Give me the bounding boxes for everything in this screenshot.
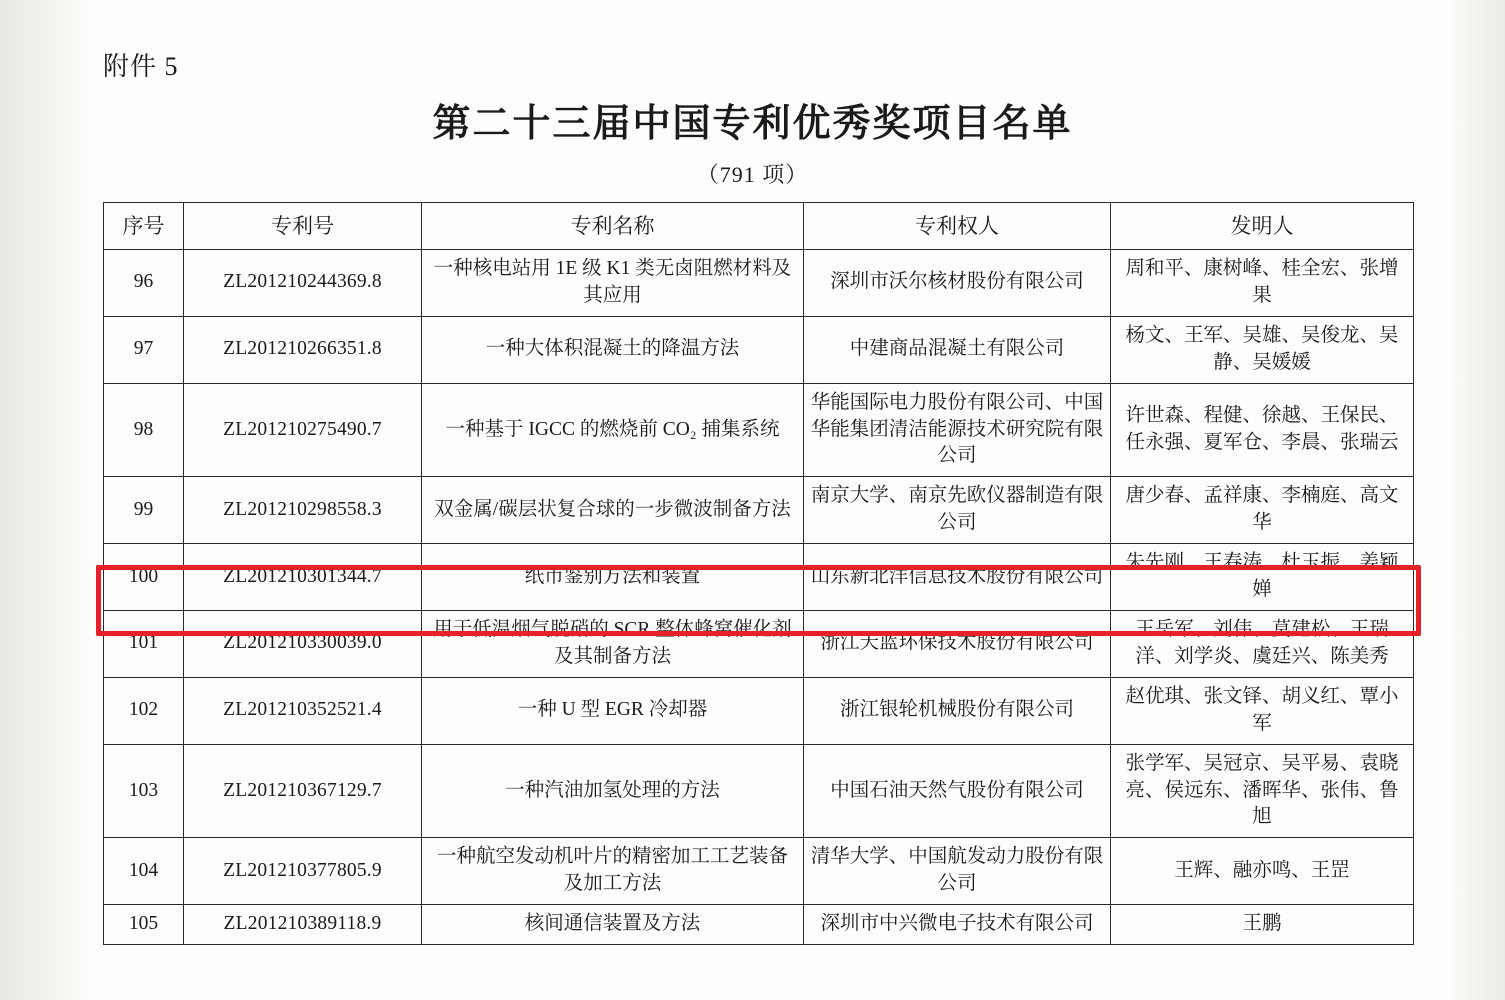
cell-index: 105 (104, 905, 184, 945)
cell-index: 104 (104, 838, 184, 905)
table-body (104, 250, 1414, 945)
cell-patent-holder: 中建商品混凝土有限公司 (804, 316, 1111, 383)
cell-patent-number: ZL201210377805.9 (184, 838, 422, 905)
cell-patent-holder: 浙江天蓝环保技术股份有限公司 (804, 610, 1111, 677)
cell-inventor: 杨文、王军、吴雄、吴俊龙、吴静、吴媛媛 (1111, 316, 1414, 383)
page-title: 第二十三届中国专利优秀奖项目名单 (432, 103, 1073, 145)
cell-patent-number: ZL201210389118.9 (184, 905, 422, 945)
column-header-patent-holder: 专利权人 (804, 203, 1111, 250)
cell-patent-holder: 南京大学、南京先欧仪器制造有限公司 (804, 477, 1111, 544)
cell-patent-number: ZL201210298558.3 (184, 477, 422, 544)
cell-index: 101 (104, 610, 184, 677)
cell-patent-name: 一种核电站用 1E 级 K1 类无卤阻燃材料及其应用 (422, 250, 804, 317)
column-header-inventor: 发明人 (1111, 203, 1414, 250)
cell-patent-holder: 山东新北洋信息技术股份有限公司 (804, 544, 1111, 611)
cell-patent-number: ZL201210266351.8 (184, 316, 422, 383)
cell-patent-name: 纸币鉴别方法和装置 (422, 544, 804, 611)
cell-inventor: 许世森、程健、徐越、王保民、任永强、夏军仓、李晨、张瑞云 (1111, 383, 1414, 477)
cell-inventor: 唐少春、孟祥康、李楠庭、高文华 (1111, 477, 1414, 544)
table-row (104, 250, 1414, 317)
cell-patent-holder: 中国石油天然气股份有限公司 (804, 744, 1111, 838)
cell-patent-holder: 深圳市沃尔核材股份有限公司 (804, 250, 1111, 317)
cell-inventor: 周和平、康树峰、桂全宏、张增果 (1111, 250, 1414, 317)
cell-patent-name: 核间通信装置及方法 (422, 905, 804, 945)
cell-inventor: 张学军、吴冠京、吴平易、袁晓亮、侯远东、潘晖华、张伟、鲁旭 (1111, 744, 1414, 838)
table-row (104, 744, 1414, 838)
table-header-row (104, 203, 1414, 250)
column-header-index: 序号 (104, 203, 184, 250)
table-row (104, 316, 1414, 383)
cell-inventor: 赵优琪、张文铎、胡义红、覃小军 (1111, 677, 1414, 744)
cell-patent-number: ZL201210367129.7 (184, 744, 422, 838)
cell-patent-holder: 华能国际电力股份有限公司、中国华能集团清洁能源技术研究院有限公司 (804, 383, 1111, 477)
column-header-patent-name: 专利名称 (422, 203, 804, 250)
cell-index: 98 (104, 383, 184, 477)
table-row (104, 838, 1414, 905)
cell-patent-holder: 深圳市中兴微电子技术有限公司 (804, 905, 1111, 945)
patent-list-table (103, 202, 1414, 945)
cell-patent-number: ZL201210244369.8 (184, 250, 422, 317)
cell-index: 97 (104, 316, 184, 383)
page-subtitle: （791 项） (696, 162, 809, 187)
cell-patent-holder: 浙江银轮机械股份有限公司 (804, 677, 1111, 744)
cell-inventor: 朱先刚、王春涛、杜玉振、姜颖婵 (1111, 544, 1414, 611)
patent-table-container (103, 202, 1413, 945)
cell-patent-name: 一种航空发动机叶片的精密加工工艺装备及加工方法 (422, 838, 804, 905)
cell-patent-number: ZL201210275490.7 (184, 383, 422, 477)
cell-patent-name: 一种汽油加氢处理的方法 (422, 744, 804, 838)
attachment-label: 附件 5 (103, 52, 179, 81)
table-row (104, 477, 1414, 544)
table-row (104, 383, 1414, 477)
cell-index: 96 (104, 250, 184, 317)
cell-patent-holder: 清华大学、中国航发动力股份有限公司 (804, 838, 1111, 905)
cell-inventor: 王鹏 (1111, 905, 1414, 945)
cell-patent-name: 一种 U 型 EGR 冷却器 (422, 677, 804, 744)
cell-patent-number: ZL201210330039.0 (184, 610, 422, 677)
cell-index: 100 (104, 544, 184, 611)
cell-patent-number: ZL201210301344.7 (184, 544, 422, 611)
table-row (104, 677, 1414, 744)
cell-patent-number: ZL201210352521.4 (184, 677, 422, 744)
cell-inventor: 王岳军、刘伟、莫建松、王瑞洋、刘学炎、虞廷兴、陈美秀 (1111, 610, 1414, 677)
cell-index: 102 (104, 677, 184, 744)
table-row (104, 610, 1414, 677)
table-row (104, 544, 1414, 611)
cell-index: 103 (104, 744, 184, 838)
column-header-patent-number: 专利号 (184, 203, 422, 250)
cell-patent-name: 一种基于 IGCC 的燃烧前 CO₂ 捕集系统 (422, 383, 804, 477)
cell-patent-name: 双金属/碳层状复合球的一步微波制备方法 (422, 477, 804, 544)
table-row (104, 905, 1414, 945)
cell-index: 99 (104, 477, 184, 544)
cell-patent-name: 用于低温烟气脱硝的 SCR 整体蜂窝催化剂及其制备方法 (422, 610, 804, 677)
cell-patent-name: 一种大体积混凝土的降温方法 (422, 316, 804, 383)
cell-inventor: 王辉、融亦鸣、王罡 (1111, 838, 1414, 905)
